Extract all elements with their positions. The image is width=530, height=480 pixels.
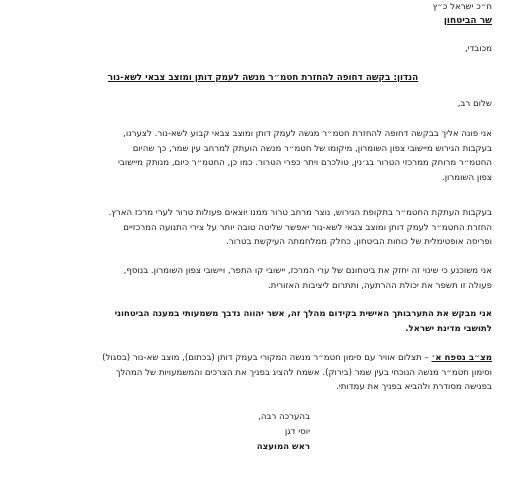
recipient-name: ח״כ ישראל כ״ץ	[432, 2, 492, 12]
signature-block	[190, 410, 310, 455]
salutation: מכובדי,	[464, 44, 492, 54]
paragraph-line: החזרת החטמ״ר לעמק דותן ומוצב צבאי לשא-נור יאפשר שליטה טובה יותר על צירי התנועה המרכזיים	[123, 222, 492, 233]
paragraph-line: פעולה זו תשפר את יכולת ההרתעה, ותתרום ליציבות האזורית.	[267, 280, 492, 291]
paragraph-line: אני מבקש את התערבותך האישית בקידום מהלך זה, אשר יהווה נדבך משמעותי במענה הביטחוני	[114, 309, 492, 319]
paragraph-line: בעקבות העתקת החטמ״ר בתקופת הגירוש, נוצר מרחב טרור ממנו יוצאים פעולות טרור לערי מרכז הארץ.	[108, 208, 492, 218]
signer-name: יוסי דגן	[284, 427, 310, 437]
paragraph-line: החטמ״ר מרוחק ממרכזי הטרור בג׳נין, טולכרם ויתר כפרי הטרור. כמו כן, החטמ״ר כיום, מנותק מיישובי	[117, 158, 492, 168]
attachment-label: מצ״ב נספח א׳	[431, 353, 492, 363]
closing: בהערכה רבה,	[258, 412, 310, 422]
paragraph-line: וסימון חטמ״ר מנשה הנוכחי בעין שמר (בירוק). אשמח להציג בפניך את הצרכים והמשמעויות של המהלך	[115, 367, 492, 378]
paragraph-line: אני משוכנע כי שינוי זה יחזק את ביטחונם של ערי המרכז, יישובי קו התפר, ויישובי צפון השומרון. בנוסף,	[123, 266, 492, 276]
paragraph-line: לתושבי מדינת ישראל.	[405, 323, 492, 334]
recipient-title: שר הביטחון	[443, 16, 492, 26]
signer-role: ראש המועצה	[256, 442, 310, 452]
paragraph-2	[34, 206, 492, 250]
greeting: שלום רב,	[457, 99, 492, 109]
paragraph-4-request	[34, 307, 492, 336]
paragraph-line: צפון השומרון.	[441, 172, 492, 183]
paragraph-line: ופריסה אופטימלית של כוחות הביטחון, כחלק ממלחמתה העיקשת בטרור.	[226, 237, 492, 247]
paragraph-line: בעקבות הגירוש מיישובי צפון השומרון, מיקומו של חטמ״ר מנשה הועתק למרחב עין שמר, כך שהיום	[132, 143, 492, 154]
paragraph-line	[34, 351, 492, 366]
paragraph-3	[34, 264, 492, 293]
paragraph-1	[34, 127, 492, 185]
paragraph-5-attachment	[34, 351, 492, 395]
paragraph-line: אני פונה אליך בבקשה דחופה להחזרת חטמ״ר מנשה לעמק דותן ומוצב צבאי קבוע לשא-נור. לצערנו,	[123, 129, 492, 139]
attachment-text: – תצלום אוויר עם סימון חטמ״ר מנשה המקורי בעמק דותן (בכתום), מוצב שא-נור (בסגול)	[102, 353, 432, 363]
subject-line: הנדון: בקשה דחופה להחזרת חטמ״ר מנשה לעמק דותן ומוצב צבאי לשא-נור	[107, 73, 419, 83]
paragraph-line: בפגישה מסודרת ולהביא בפניך את עמדותי.	[336, 382, 492, 392]
